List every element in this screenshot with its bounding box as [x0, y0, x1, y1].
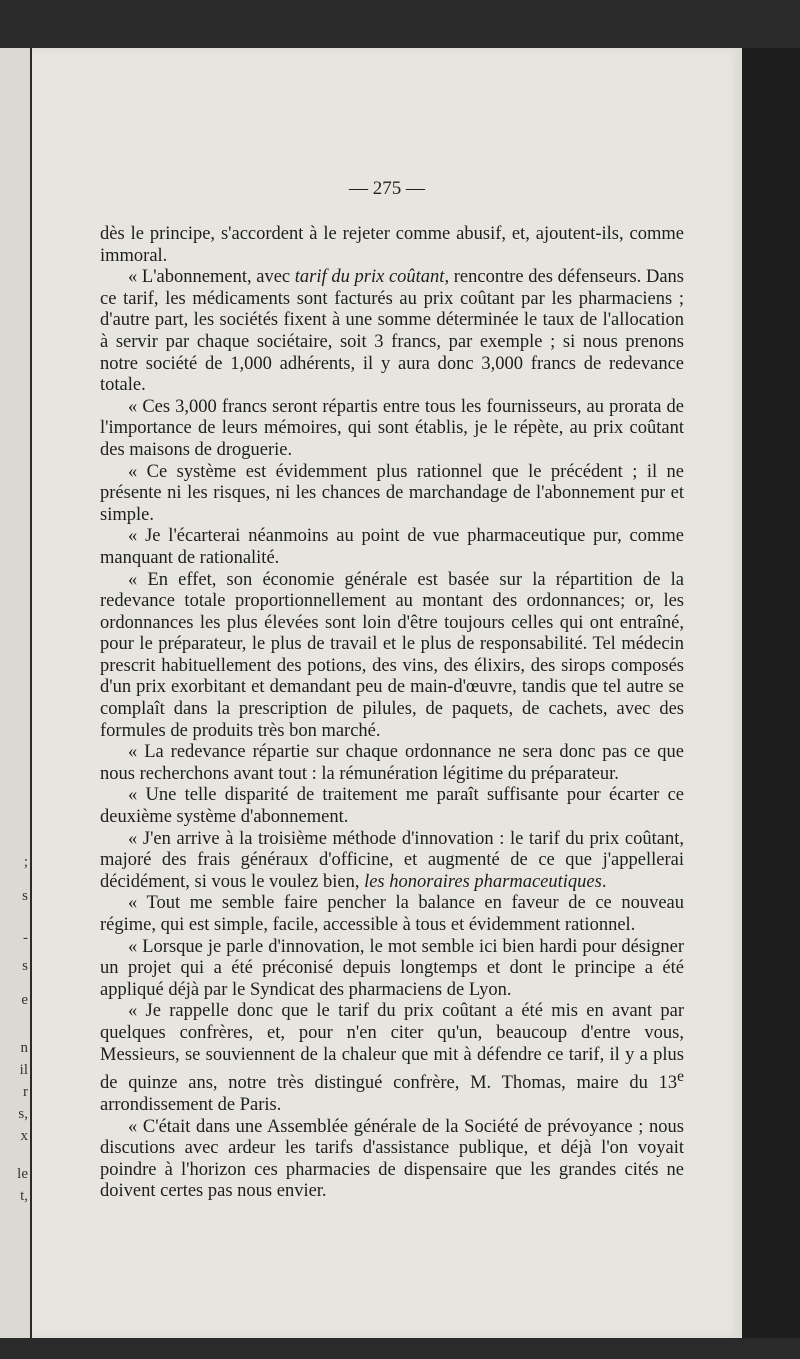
facing-page-fragment: x [20, 1128, 28, 1144]
italic-phrase: tarif du prix coûtant [294, 267, 445, 288]
facing-page-fragment: r [23, 1084, 28, 1100]
book-page [32, 48, 742, 1338]
paragraph: « Lorsque je parle d'innovation, le mot semble ici bien hardi pour désigner un projet qui a été préconisé depuis longtemps et dont le principe a été appliqué déjà par le Syndicat des pharmaciens de Lyon. [100, 936, 684, 1000]
facing-page-edge [0, 48, 30, 1338]
paragraph: « Ce système est évidemment plus rationnel que le précédent ; il ne présente ni les risques, ni les chances de marchandage de l'abonnement pur et simple. [100, 461, 684, 525]
superscript: e [677, 1068, 684, 1086]
page-number: — 275 — [349, 178, 425, 199]
scan-background [742, 48, 800, 1338]
paragraph: dès le principe, s'accordent à le rejeter comme abusif, et, ajoutent-ils, comme immoral. [100, 224, 684, 266]
paragraph: « Tout me semble faire pencher la balance en faveur de ce nouveau régime, qui est simple, facile, accessible à tous et évidemment rationnel. [100, 893, 684, 935]
facing-page-fragment: ; [23, 854, 28, 870]
paragraph: « La redevance répartie sur chaque ordonnance ne sera donc pas ce que nous recherchons avant tout : la rémunération légitime du préparateur. [100, 742, 684, 784]
paragraph: « Ces 3,000 francs seront répartis entre tous les fournisseurs, au prorata de l'importance de leurs mémoires, qui sont établis, je le répète, au prix coûtant des maisons de droguerie. [100, 396, 684, 460]
facing-page-fragment: s, [18, 1106, 28, 1122]
paragraph: « En effet, son économie générale est basée sur la répartition de la redevance totale proportionnellement au montant des ordonnances; or, les ordonnances les plus élevées sont loin d'être toujours celles qui ont entraîné, pour le préparateur, le plus de travail et le plus de responsabilité. Tel médecin prescrit habituellement des potions, des vins, des élixirs, des sirops composés d'un prix exorbitant et demandant peu de main-d'œuvre, tandis que tel autre se complaît dans la prescription de pilules, de paquets, de cachets, avec des formules de produits très bon marché. [100, 569, 684, 741]
facing-page-fragment: e [21, 992, 28, 1008]
facing-page-fragment: n [20, 1040, 28, 1056]
paragraph: « Je l'écarterai néanmoins au point de vue pharmaceutique pur, comme manquant de rationalité. [100, 526, 684, 568]
paragraph: « J'en arrive à la troisième méthode d'innovation : le tarif du prix coûtant, majoré des frais généraux d'officine, et augmenté de ce que j'appellerai décidément, si vous le voulez bien, les honoraires pharmaceutiques. [100, 828, 684, 892]
facing-page-fragment: t, [20, 1188, 28, 1204]
paragraph: « Je rappelle donc que le tarif du prix coûtant a été mis en avant par quelques confrères, et, pour n'en citer qu'un, beaucoup d'entre vous, Messieurs, se souviennent de la chaleur que mit à défendre ce tarif, il y a plus de quinze ans, notre très distingué confrère, M. Thomas, maire du 13e arrondissement de Paris. [100, 1001, 684, 1115]
facing-page-fragment: - [23, 930, 28, 946]
facing-page-fragment: le [17, 1166, 28, 1182]
facing-page-fragment: s [22, 958, 28, 974]
facing-page-fragment: il [19, 1062, 28, 1078]
paragraph: « Une telle disparité de traitement me paraît suffisante pour écarter ce deuxième système d'abonnement. [100, 785, 684, 828]
body-text [100, 224, 684, 1203]
facing-page-fragment: s [22, 888, 28, 904]
paragraph: « L'abonnement, avec tarif du prix coûtant, rencontre des défenseurs. Dans ce tarif, les médicaments sont facturés au prix coûtant par les pharmaciens ; d'autre part, les sociétés fixent à une somme déterminée le taux de l'allocation à servir par chaque sociétaire, soit 3 francs, par exemple ; si nous prenons notre société de 1,000 adhérents, il y aura donc 3,000 francs de redevance totale. [100, 267, 684, 396]
italic-phrase: les honoraires pharmaceutiques [364, 871, 602, 892]
paragraph: « C'était dans une Assemblée générale de la Société de prévoyance ; nous discutions avec ardeur les tarifs d'assistance publique, et déjà l'on voyait poindre à l'horizon ces pharmacies de dispensaire que les grandes cités ne doivent certes pas nous envier. [100, 1116, 684, 1202]
